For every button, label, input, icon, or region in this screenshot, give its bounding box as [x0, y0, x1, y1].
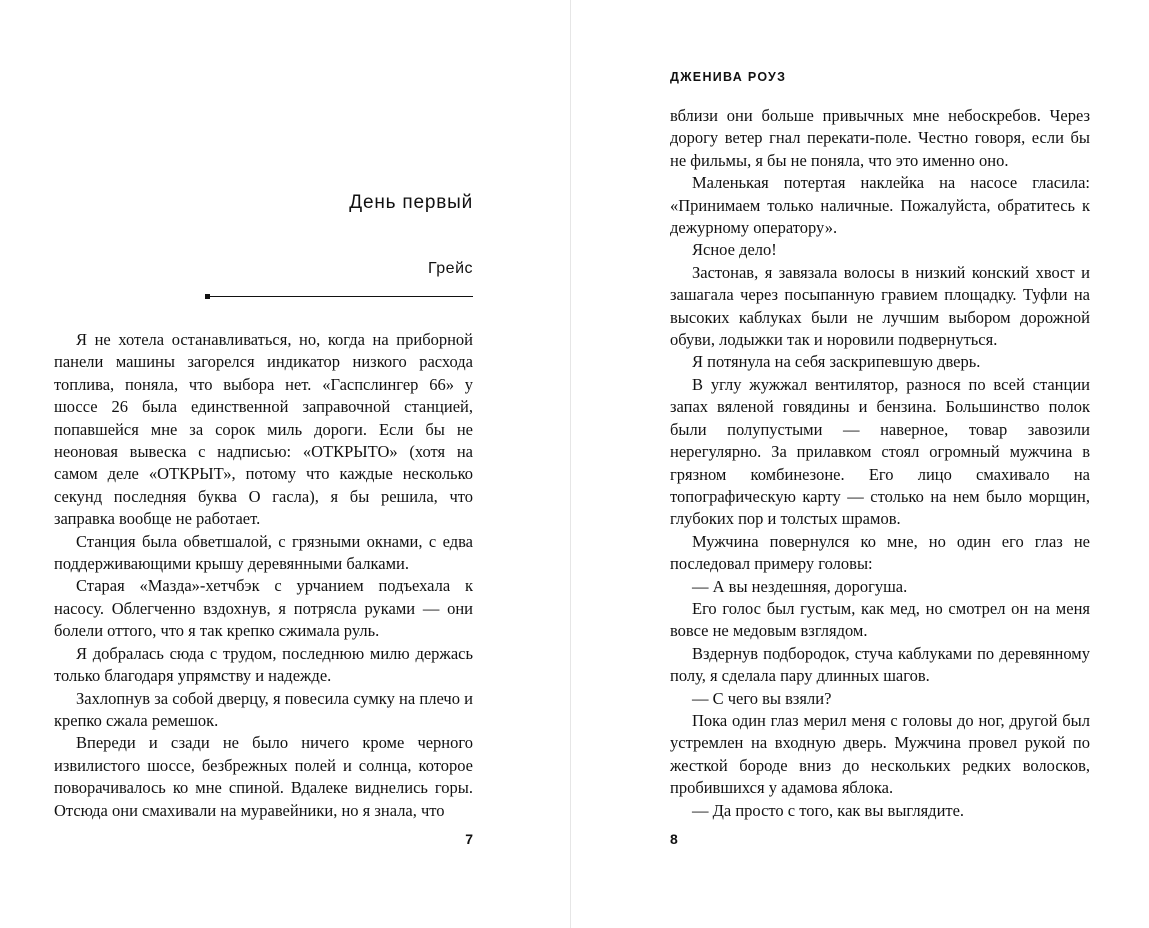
body-paragraph: Его голос был густым, как мед, но смотрел он на меня вовсе не медовым взглядом.	[670, 598, 1090, 641]
body-paragraph: В углу жужжал вентилятор, разнося по всей станции запах вяленой говядины и бензина. Большинство полок были полупустыми — наверное, товар завозили нерегулярно. За прилавком стоял огромный мужчина в грязном комбинезоне. Его лицо смахивало на топографическую карту — столько на нем было морщин, глубоких пор и толстых шрамов.	[670, 374, 1090, 529]
body-paragraph: Впереди и сзади не было ничего кроме черного извилистого шоссе, безбрежных полей и солнца, которое поворачивалось ко мне спиной. Вдалеке виднелись горы. Отсюда они смахивали на муравейники, но я знала, что	[54, 733, 473, 820]
body-paragraph: Я не хотела останавливаться, но, когда на приборной панели машины загорелся индикатор низкого расхода топлива, поняла, что выбора нет. «Гаспслингер 66» у шоссе 26 была единственной заправочной станцией, попавшейся мне за сорок миль дороги. Если бы не неоновая вывеска с надписью: «ОТКРЫТО» (хотя на самом деле «ОТКРЫТ», потому что каждые несколько секунд последняя буква О гасла), я бы решила, что заправка вообще не работает.	[54, 330, 473, 529]
right-page-body	[670, 105, 1090, 822]
body-paragraph: Мужчина повернулся ко мне, но один его глаз не последовал примеру головы:	[670, 531, 1090, 574]
body-paragraph: Застонав, я завязала волосы в низкий конский хвост и зашагала через посыпанную гравием площадку. Туфли на высоких каблуках были не лучшим выбором дорожной обуви, лодыжки так и норовили подвернуться.	[670, 262, 1090, 350]
body-paragraph: Старая «Мазда»-хетчбэк с урчанием подъехала к насосу. Облегченно вздохнув, я потрясла руками — они болели оттого, что я так крепко сжимала руль.	[54, 576, 473, 641]
running-head: ДЖЕНИВА РОУЗ	[670, 70, 787, 84]
body-paragraph: Маленькая потертая наклейка на насосе гласила: «Принимаем только наличные. Пожалуйста, обратитесь к дежурному оператору».	[670, 173, 1090, 238]
body-paragraph: Я потянула на себя заскрипевшую дверь.	[692, 352, 981, 372]
body-paragraph: Вздернув подбородок, стуча каблуками по деревянному полу, я сделала пару длинных шагов.	[670, 643, 1090, 686]
body-paragraph: Захлопнув за собой дверцу, я повесила сумку на плечо и крепко сжала ремешок.	[54, 688, 473, 730]
left-page	[0, 0, 570, 928]
body-paragraph: Я добралась сюда с трудом, последнюю милю держась только благодаря упрямству и надежде.	[54, 643, 473, 686]
chapter-title: День первый	[349, 192, 473, 213]
continued-paragraph: вблизи они больше привычных мне небоскребов. Через дорогу ветер гнал перекати-поле. Честно говоря, если бы не фильмы, я бы не поняла, что это именно оно.	[670, 106, 1090, 170]
chapter-subtitle: Грейс	[428, 260, 473, 277]
right-page	[571, 0, 1149, 928]
chapter-rule	[207, 296, 473, 297]
dialogue-line: — А вы нездешняя, дорогуша.	[692, 576, 908, 596]
left-page-body	[54, 329, 473, 822]
page-number: 8	[670, 831, 678, 847]
body-paragraph: Ясное дело!	[692, 240, 777, 260]
dialogue-line: — С чего вы взяли?	[692, 688, 832, 708]
body-paragraph: Станция была обветшалой, с грязными окнами, с едва поддерживающими крышу деревянными балками.	[54, 531, 473, 574]
page-number: 7	[465, 831, 473, 847]
dialogue-line: — Да просто с того, как вы выглядите.	[692, 800, 965, 820]
body-paragraph: Пока один глаз мерил меня с головы до ног, другой был устремлен на входную дверь. Мужчина провел рукой по жесткой бороде вниз до нескольких редких волосков, пробившихся у адамова яблока.	[670, 710, 1090, 798]
